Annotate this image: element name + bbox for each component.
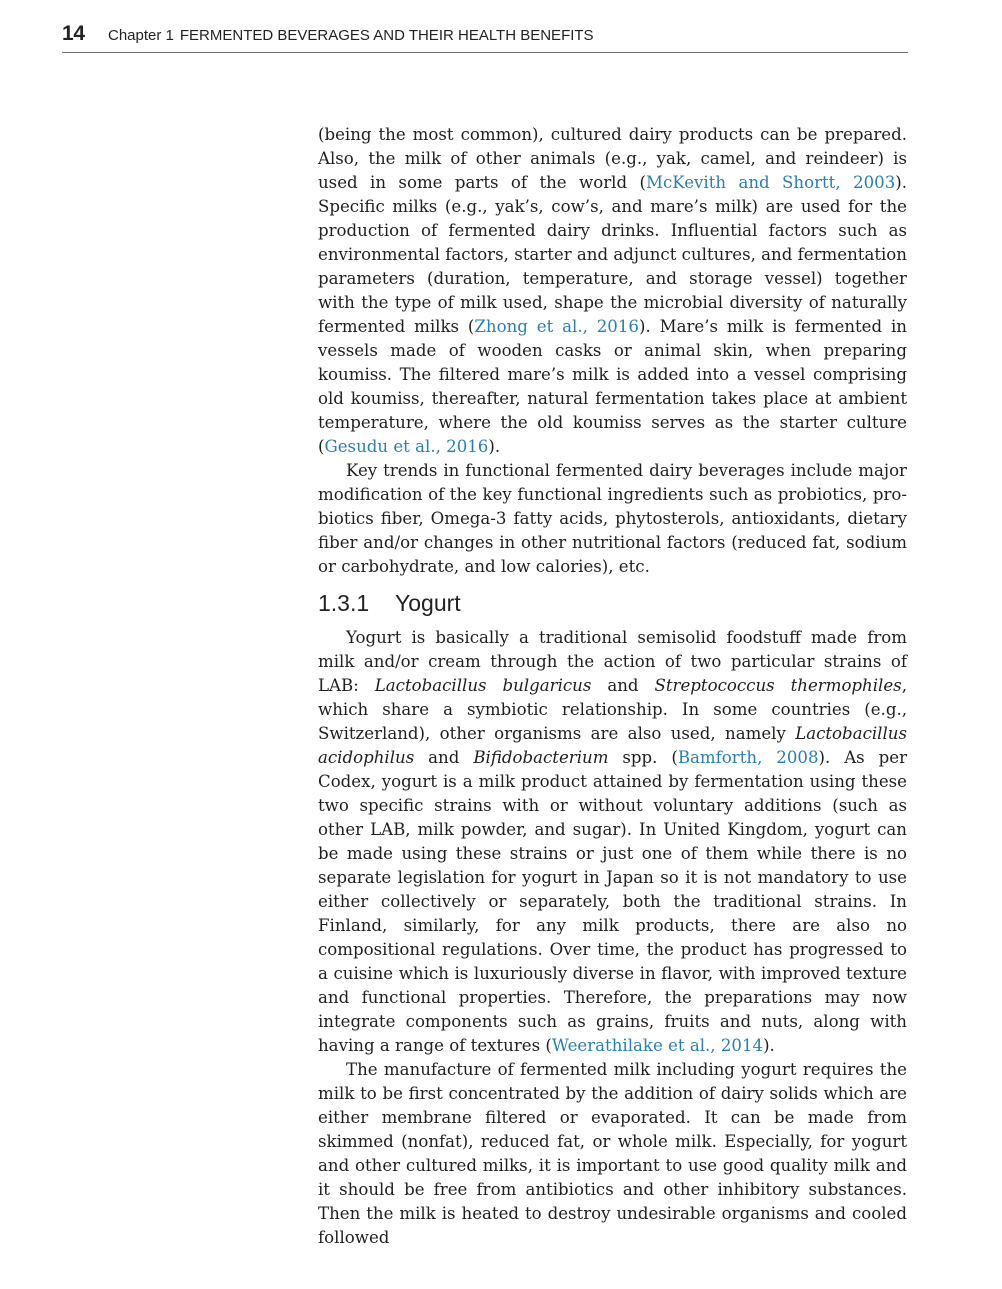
page-number: 14 xyxy=(62,22,85,45)
text-run: ). xyxy=(763,1036,775,1055)
chapter-title: FERMENTED BEVERAGES AND THEIR HEALTH BENEFITS xyxy=(179,27,594,44)
citation-link[interactable]: Gesudu et al., 2016 xyxy=(324,437,489,456)
section-heading xyxy=(318,590,461,617)
text-run: (being the most common), cultured dairy products can be prepared. Also, the milk of other animals (e.g., yak, camel, and reindeer) is used in some parts of the world ( xyxy=(318,125,907,192)
paragraph: Key trends in functional fermented dairy beverages include major modification of the key functional ingredients such as probiotics, probiotics fiber, Omega-3 fatty acids, phytosterols, antioxidants, dietary fiber and/or changes in other nutritional factors (reduced fat, sodium or carbohydrate, and low calories), etc. xyxy=(318,461,907,576)
paragraph: The manufacture of fermented milk including yogurt requires the milk to be first concentrated by the addition of dairy solids which are either membrane filtered or evaporated. It can be made from skimmed (nonfat), reduced fat, or whole milk. Especially, for yogurt and other cultured milks, it is important to use good quality milk and it should be free from antibiotics and other inhibitory substances. Then the milk is heated to destroy undesirable organisms and cooled followed xyxy=(318,1060,907,1247)
text-run: and xyxy=(591,676,655,695)
text-block-intro xyxy=(318,123,907,579)
text-run: Yogurt is basically a traditional semisolid foodstuff made from milk and/or cream through the action of two particular strains of LAB: xyxy=(318,628,907,695)
citation-link[interactable]: McKevith and Shortt, 2003 xyxy=(645,173,896,192)
citation-link[interactable]: Zhong et al., 2016 xyxy=(474,317,639,336)
running-head xyxy=(62,22,908,53)
species-name: Streptococcus thermophiles xyxy=(654,676,902,695)
species-name: Lactobacillus bulgaricus xyxy=(374,676,592,695)
species-name: Bifidobacterium xyxy=(473,748,609,767)
text-run: ). As per Codex, yogurt is a milk product attained by fermentation using these two specific strains with or without voluntary additions (such as other LAB, milk powder, and sugar). In United Kingdom, yogurt can be made using these strains or just one of them while there is no separate legislation for yogurt in Japan so it is not mandatory to use either collectively or separately, both the traditional strains. In Finland, similarly, for any milk products, there are also no compositional regulations. Over time, the product has progressed to a cuisine which is luxuriously diverse in flavor, with improved texture and functional properties. Therefore, the preparations may now integrate components such as grains, fruits and nuts, along with having a range of textures ( xyxy=(318,748,907,1055)
text-run: spp. ( xyxy=(608,748,678,767)
citation-link[interactable]: Weerathilake et al., 2014 xyxy=(551,1036,764,1055)
text-run: ). Mare’s milk is fermented in vessels made of wooden casks or animal skin, when preparing koumiss. The filtered mare’s milk is added into a vessel comprising old koumiss, thereafter, natural fermentation takes place at ambient temperature, where the old koumiss serves as the starter culture ( xyxy=(318,317,907,456)
section-number: 1.3.1 xyxy=(318,590,370,616)
chapter-heading xyxy=(108,27,594,44)
text-run: , which share a symbiotic relationship. In some countries (e.g., Switzerland), other organisms are also used, namely xyxy=(318,676,907,743)
text-run: ). Specific milks (e.g., yak’s, cow’s, and mare’s milk) are used for the production of fermented dairy drinks. Influential factors such as environmental factors, starter and adjunct cultures, and fermentation parameters (duration, temperature, and storage vessel) together with the type of milk used, shape the microbial diversity of naturally fermented milks ( xyxy=(318,173,908,336)
paragraph xyxy=(318,626,907,1058)
species-name: Lactobacillus acidophilus xyxy=(318,724,907,767)
text-run: ). xyxy=(488,437,501,456)
text-run: and xyxy=(414,748,474,767)
text-block-yogurt xyxy=(318,626,907,1250)
chapter-label: Chapter 1 xyxy=(108,27,174,44)
paragraph xyxy=(318,123,907,459)
section-title: Yogurt xyxy=(395,590,461,616)
citation-link[interactable]: Bamforth, 2008 xyxy=(677,748,819,767)
